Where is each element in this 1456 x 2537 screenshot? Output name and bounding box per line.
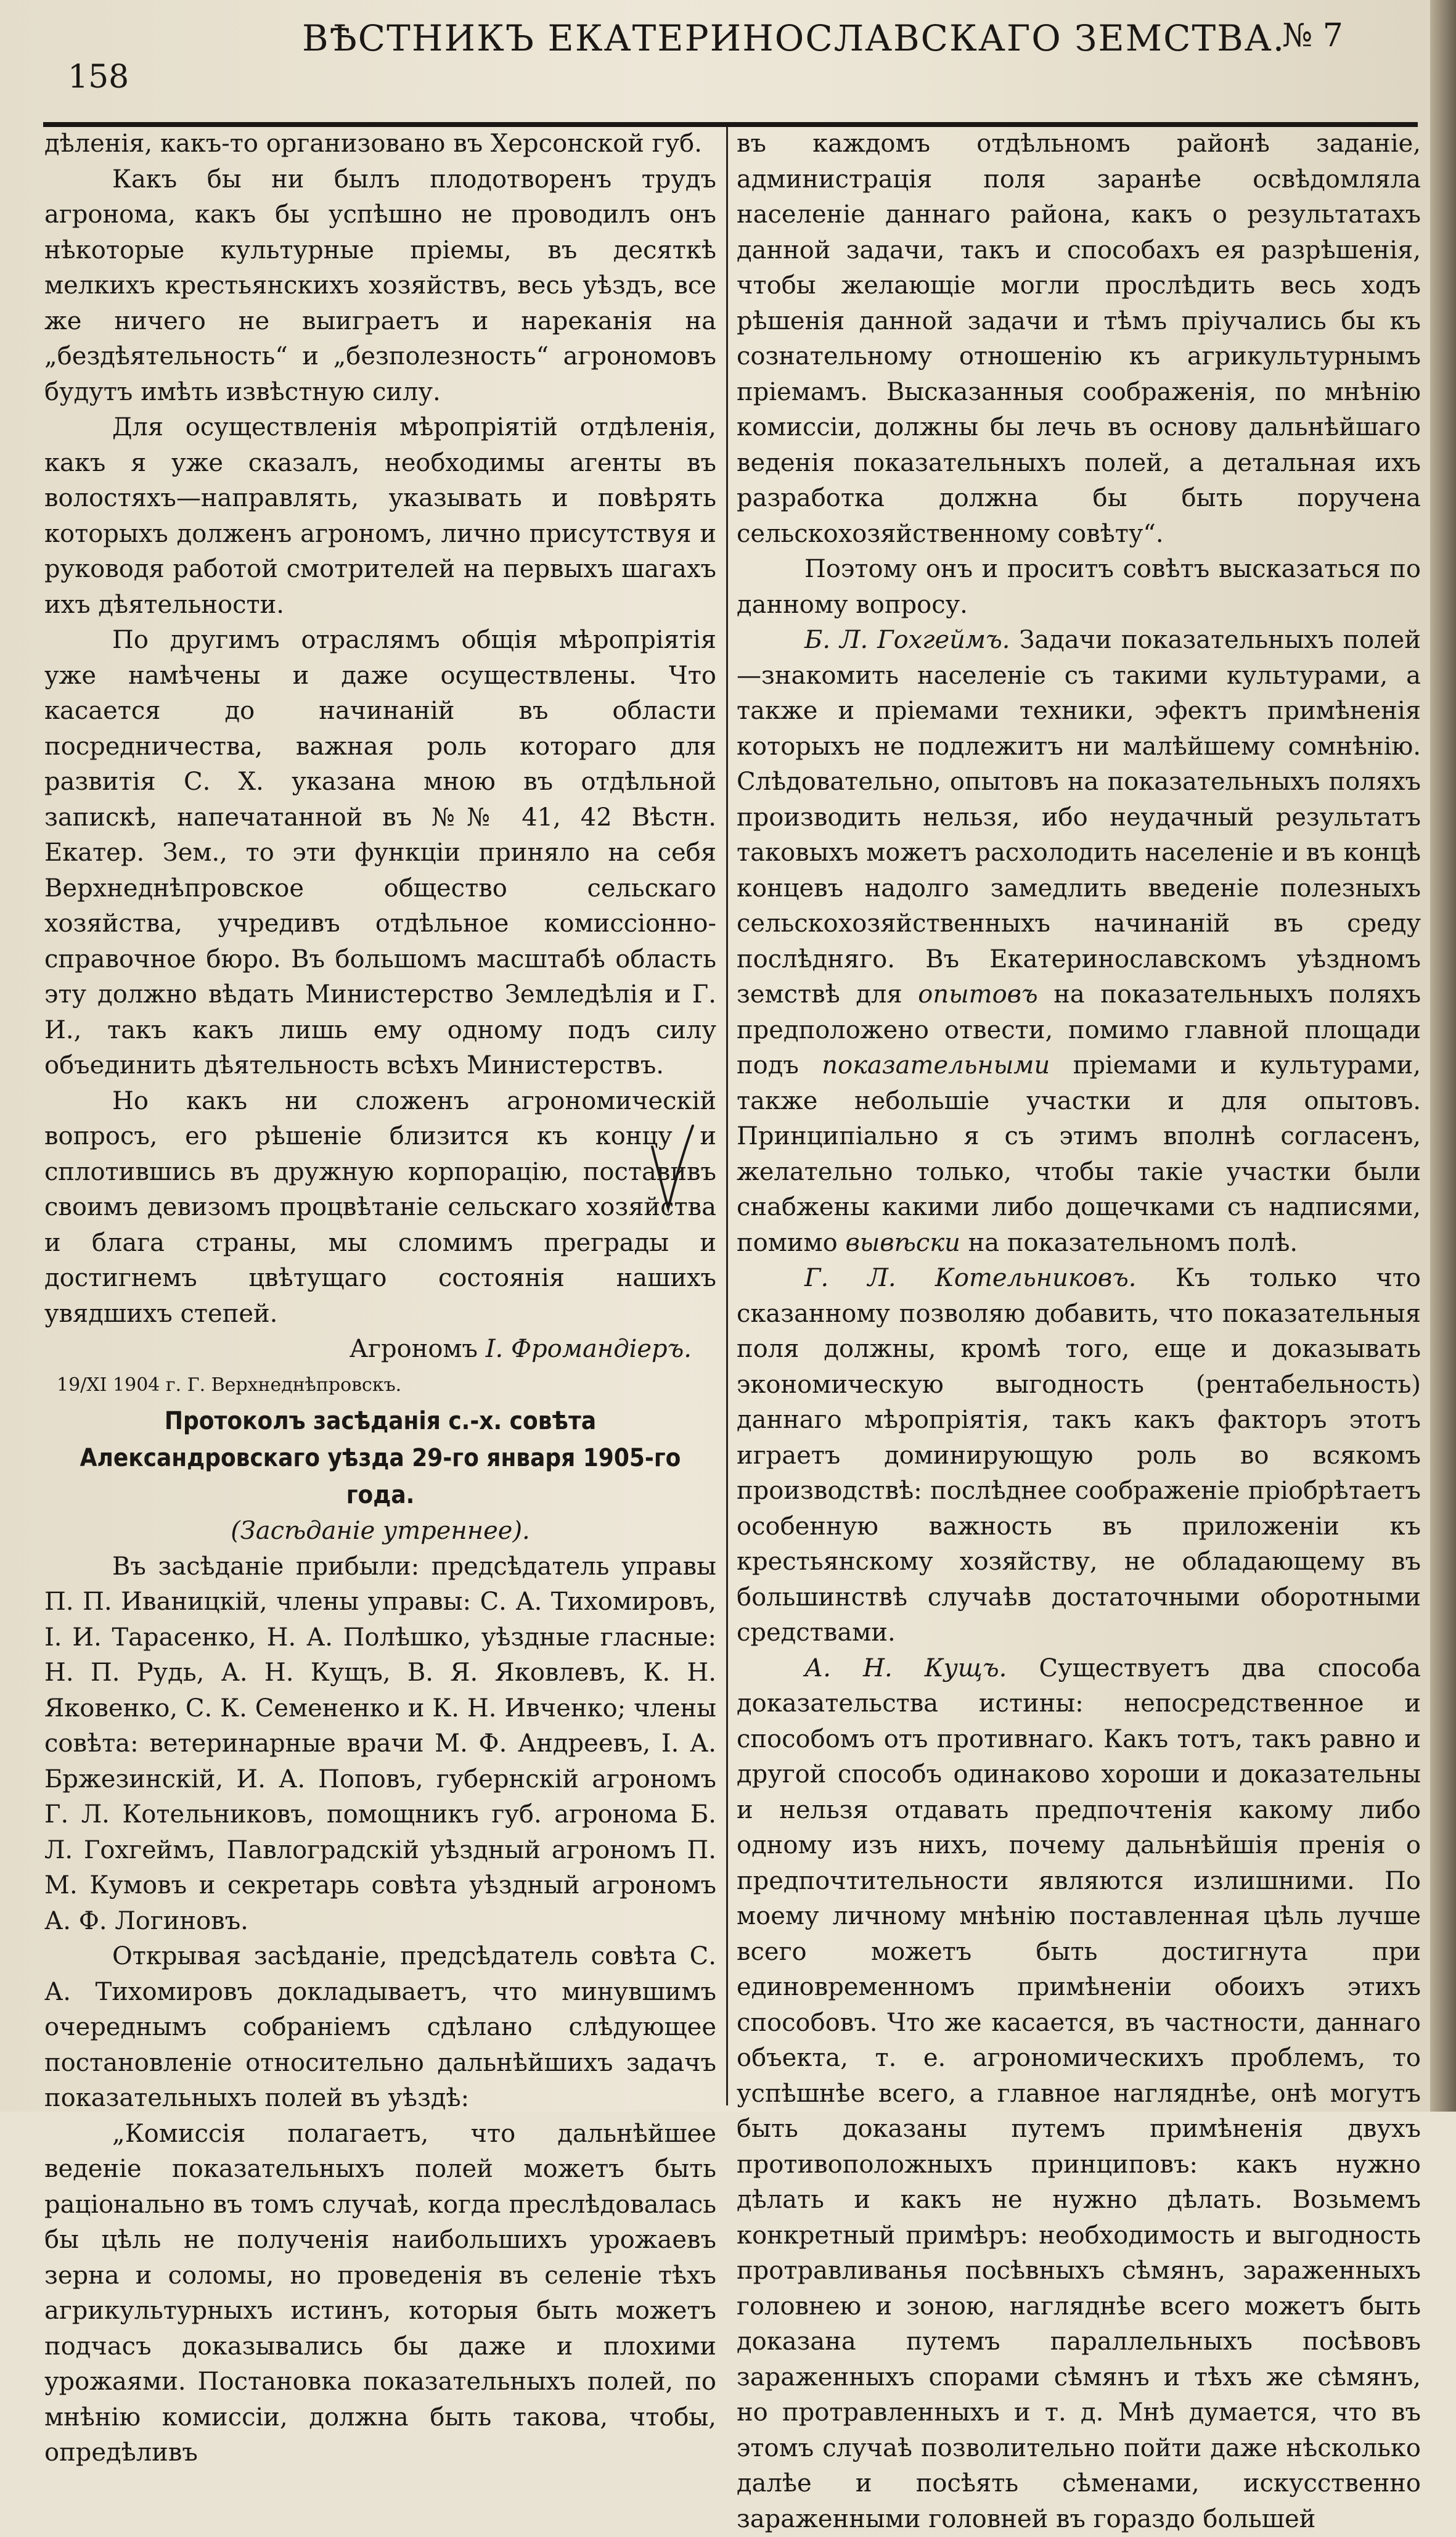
signature-role: Агрономъ: [350, 1335, 478, 1363]
paragraph: [737, 623, 1421, 1261]
emphasis: показательными: [822, 1051, 1050, 1080]
paragraph-text: на показательномъ полѣ.: [968, 1229, 1298, 1257]
paragraph: По другимъ отраслямъ общія мѣропріятія уже намѣчены и даже осуществлены. Что касается до начинаній въ области посредничества, важная роль котораго для развитія С. Х. указана мною въ отдѣльной запискѣ, напечатанной въ №№ 41, 42 Вѣстн. Екатер. Зем., то эти функціи приняло на себя Верхнеднѣпровское общество сельскаго хозяйства, учредивъ отдѣльное комиссіонно-справочное бюро. Въ большомъ масштабѣ область эту должно вѣдать Министерство Земледѣлія и Г. И., такъ какъ лишь ему одному подъ силу объединить дѣятельность всѣхъ Министерствъ.: [44, 623, 716, 1084]
column-divider: [726, 126, 728, 2105]
paragraph: Но какъ ни сложенъ агрономическій вопросъ, его рѣшеніе близится къ концу и сплотившись въ дружную корпорацію, поставивъ своимъ девизомъ процвѣтаніе сельскаго хозяйства и блага страны, мы сломимъ преграды и достигнемъ цвѣтущаго состоянія нашихъ увядшихъ степей.: [44, 1084, 716, 1332]
paragraph: въ каждомъ отдѣльномъ районѣ заданіе, администрація поля заранѣе освѣдомляла населеніе даннаго района, какъ о результатахъ данной задачи, такъ и способахъ ея разрѣшенія, чтобы желающіе могли прослѣдить весь ходъ рѣшенія данной задачи и тѣмъ пріучались бы къ сознательному отношенію къ агрикультурнымъ пріемамъ. Высказанныя соображенія, по мнѣнію комиссіи, должны бы лечь въ основу дальнѣйшаго веденія показательныхъ полей, а детальная ихъ разработка должна бы быть поручена сельскохозяйственному совѣту“.: [737, 126, 1421, 552]
speaker-name: А. Н. Кущъ.: [804, 1654, 1007, 1682]
paragraph: „Комиссія полагаетъ, что дальнѣйшее веденіе показательныхъ полей можетъ быть раціонально въ томъ случаѣ, когда преслѣдовалась бы цѣль не полученія наибольшихъ урожаевъ зерна и соломы, но проведенія въ селеніе тѣхъ агрикультурныхъ истинъ, которыя быть можетъ подчасъ доказывались бы даже и плохими урожаями. Постановка показательныхъ полей, по мнѣнію комиссіи, должна быть такова, чтобы, опредѣливъ: [44, 2117, 716, 2471]
journal-title: ВѢСТНИКЪ ЕКАТЕРИНОСЛАВСКАГО ЗЕМСТВА.: [302, 17, 1285, 59]
paragraph-text: на показательныхъ поляхъ предположено отвести, помимо главной площади подъ: [737, 980, 1421, 1080]
issue-number: № 7: [1282, 17, 1343, 54]
page-edge-shadow: [1430, 0, 1456, 2112]
paragraph-text: пріемами и культурами, также небольшіе участки и для опытовъ. Принципіально я съ этимъ вполнѣ согласенъ, желательно только, чтобы такіе участки были снабжены какими либо дощечками съ надписями, помимо: [737, 1051, 1421, 1257]
section-subtitle: (Засѣданіе утреннее).: [44, 1514, 716, 1549]
section-title: Протоколъ засѣданія с.-х. совѣта Александровскаго уѣзда 29-го января 1905-го года.: [44, 1403, 716, 1514]
signature-name: І. Фромандіеръ.: [486, 1335, 692, 1363]
left-column: [44, 126, 716, 2471]
emphasis: вывѣски: [845, 1229, 960, 1257]
paragraph-text: Задачи показательныхъ полей—знакомить населеніе съ такими культурами, а также и пріемами техники, эфектъ примѣненія которыхъ не подлежитъ ни малѣйшему сомнѣнію. Слѣдовательно, опытовъ на показательныхъ поляхъ производить нельзя, ибо неудачный результатъ таковыхъ можетъ расхолодить населеніе и въ концѣ концевъ надолго замедлить введеніе полезныхъ сельскохозяйственныхъ начинаній въ среду послѣдняго. Въ Екатеринославскомъ уѣздномъ земствѣ для: [737, 626, 1421, 1009]
paragraph: Для осуществленія мѣропріятій отдѣленія, какъ я уже сказалъ, необходимы агенты въ волостяхъ—направлять, указывать и повѣрять которыхъ долженъ агрономъ, лично присутствуя и руководя работой смотрителей на первыхъ шагахъ ихъ дѣятельности.: [44, 410, 716, 623]
paragraph: Какъ бы ни былъ плодотворенъ трудъ агронома, какъ бы успѣшно не проводилъ онъ нѣкоторые культурные пріемы, въ десяткѣ мелкихъ крестьянскихъ хозяйствъ, весь уѣздъ, все же ничего не выиграетъ и нареканія на „бездѣятельность“ и „безполезность“ агрономовъ будутъ имѣть извѣстную силу.: [44, 162, 716, 411]
speaker-name: Б. Л. Гохгеймъ.: [804, 626, 1010, 654]
paragraph-text: Къ только что сказанному позволяю добавить, что показательныя поля должны, кромѣ того, еще и доказывать экономическую выгодность (рентабельность) даннаго мѣропріятія, такъ какъ факторъ этотъ играетъ доминирующую роль во всякомъ производствѣ: послѣднее соображеніе пріобрѣтаетъ особенную важность въ приложеніи къ крестьянскому хозяйству, не обладающему въ большинствѣ случаѣв достаточными оборотными средствами.: [737, 1264, 1421, 1647]
paragraph: [737, 1651, 1421, 2537]
signature: [44, 1332, 716, 1367]
paragraph: Въ засѣданіе прибыли: предсѣдатель управы П. П. Иваницкій, члены управы: С. А. Тихомировъ, І. И. Тарасенко, Н. А. Полѣшко, уѣздные гласные: Н. П. Рудь, А. Н. Кущъ, В. Я. Яковлевъ, К. Н. Яковенко, С. К. Семененко и К. Н. Ивченко; члены совѣта: ветеринарные врачи М. Ф. Андреевъ, І. А. Бржезинскій, И. А. Поповъ, губернскій агрономъ Г. Л. Котельниковъ, помощникъ губ. агронома Б. Л. Гохгеймъ, Павлоградскій уѣздный агрономъ П. М. Кумовъ и секретарь совѣта уѣздный агрономъ А. Ф. Логиновъ.: [44, 1549, 716, 1940]
paragraph: [737, 1261, 1421, 1651]
place-date: 19/XI 1904 г. Г. Верхнеднѣпровскъ.: [44, 1367, 716, 1403]
right-column: [737, 126, 1421, 2537]
paragraph: Поэтому онъ и проситъ совѣтъ высказаться по данному вопросу.: [737, 552, 1421, 623]
paragraph-text: Существуетъ два способа доказательства истины: непосредственное и способомъ отъ противнаго. Какъ тотъ, такъ равно и другой способъ одинаково хороши и доказательны и нельзя отдавать предпочтенія какому либо одному изъ нихъ, почему дальнѣйшія пренія о предпочтительности являются излишними. По моему личному мнѣнію поставленная цѣль лучше всего можетъ быть достигнута при единовременномъ примѣненіи обоихъ этихъ способовъ. Что же касается, въ частности, даннаго объекта, т. е. агрономическихъ проблемъ, то успѣшнѣе всего, а главное нагляднѣе, онѣ могутъ быть доказаны путемъ примѣненія двухъ противоположныхъ принциповъ: какъ нужно дѣлать и какъ не нужно дѣлать. Возьмемъ конкретный примѣръ: необходимость и выгодность протравливанья посѣвныхъ сѣмянъ, зараженныхъ головнею и зоною, нагляднѣе всего можетъ быть доказана путемъ параллельныхъ посѣвовъ зараженныхъ спорами сѣмянъ и тѣхъ же сѣмянъ, но протравленныхъ и т. д. Мнѣ думается, что въ этомъ случаѣ позволительно пойти даже нѣсколько далѣе и посѣять сѣменами, искусственно зараженными головней въ гораздо большей: [737, 1654, 1421, 2533]
paragraph: дѣленія, какъ-то организовано въ Херсонской губ.: [44, 126, 716, 162]
emphasis: опытовъ: [918, 980, 1037, 1009]
paragraph: Открывая засѣданіе, предсѣдатель совѣта С. А. Тихомировъ докладываетъ, что минувшимъ очереднымъ собраніемъ сдѣлано слѣдующее постановленіе относительно дальнѣйшихъ задачъ показательныхъ полей въ уѣздѣ:: [44, 1939, 716, 2117]
speaker-name: Г. Л. Котельниковъ.: [804, 1264, 1137, 1292]
page-number: 158: [68, 59, 129, 96]
